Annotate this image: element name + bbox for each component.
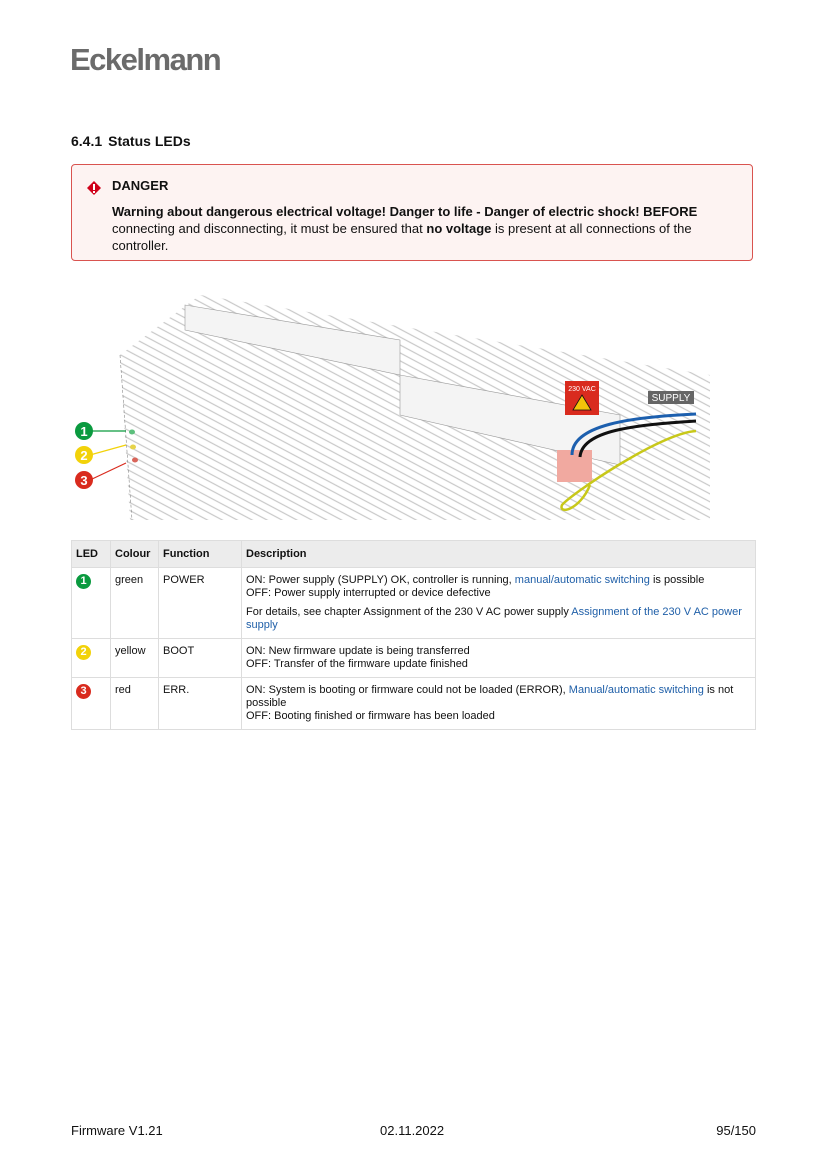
- table-row: [72, 639, 756, 678]
- desc-text: ON: System is booting or firmware could not be loaded (ERROR),: [246, 684, 569, 696]
- led-red: [132, 458, 138, 463]
- link-assignment-230v[interactable]: Assignment of the 230 V AC power supply: [246, 606, 742, 631]
- marker-3-text: 3: [80, 473, 88, 488]
- desc-text: is not possible: [246, 684, 734, 709]
- colour-cell: green: [111, 568, 159, 639]
- led-status-table: [71, 540, 756, 730]
- footer-version: Firmware V1.21: [71, 1123, 163, 1138]
- led-badge-1: 1: [76, 574, 91, 589]
- col-description: Description: [242, 541, 756, 568]
- led-yellow: [130, 445, 136, 450]
- supply-label: SUPPLY: [651, 393, 691, 404]
- table-row: [72, 568, 756, 639]
- colour-cell: yellow: [111, 639, 159, 678]
- danger-text-1: connecting and disconnecting, it must be ensured that: [112, 221, 427, 236]
- link-manual-automatic-switching[interactable]: Manual/automatic switching: [568, 684, 704, 696]
- eckelmann-logo: Eckelmann: [70, 42, 221, 77]
- table-row: [72, 678, 756, 730]
- danger-notice: [71, 164, 753, 261]
- led-badge-3: 3: [76, 684, 91, 699]
- function-cell: POWER: [159, 568, 242, 639]
- table-header-row: [72, 541, 756, 568]
- description-cell: [242, 678, 756, 730]
- voltage-label: 230 VAC: [568, 386, 596, 393]
- footer-date: 02.11.2022: [380, 1123, 445, 1138]
- desc-text: OFF: Power supply interrupted or device defective: [246, 587, 491, 599]
- section-heading: [71, 133, 197, 149]
- marker-1-text: 1: [80, 424, 88, 439]
- desc-text: ON: New firmware update is being transferred: [246, 645, 470, 657]
- colour-cell: red: [111, 678, 159, 730]
- desc-text: ON: Power supply (SUPPLY) OK, controller is running,: [246, 574, 515, 586]
- description-cell: [242, 639, 756, 678]
- footer-page-number: 95/150: [716, 1123, 756, 1138]
- danger-bold: Warning about dangerous electrical voltage! Danger to life - Danger of electric shock! BEFORE: [112, 204, 698, 219]
- col-led: LED: [72, 541, 111, 568]
- section-number: 6.4.1: [71, 133, 103, 149]
- danger-title: DANGER: [112, 178, 169, 193]
- marker-2-text: 2: [80, 448, 88, 463]
- desc-text: OFF: Booting finished or firmware has been loaded: [246, 710, 495, 722]
- led-green: [129, 430, 135, 435]
- section-title: Status LEDs: [108, 133, 191, 149]
- danger-text-2: is present at all connections of the controller.: [112, 221, 692, 253]
- desc-text: is possible: [649, 574, 705, 586]
- function-cell: ERR.: [159, 678, 242, 730]
- desc-text: OFF: Transfer of the firmware update finished: [246, 658, 468, 670]
- danger-bold-2: no voltage: [426, 221, 492, 236]
- link-manual-automatic-switching[interactable]: manual/automatic switching: [514, 574, 650, 586]
- description-cell: [242, 568, 756, 639]
- col-colour: Colour: [111, 541, 159, 568]
- led-badge-2: 2: [76, 645, 91, 660]
- danger-icon: [86, 180, 102, 196]
- danger-text: [112, 203, 742, 254]
- function-cell: BOOT: [159, 639, 242, 678]
- col-function: Function: [159, 541, 242, 568]
- controller-illustration: [70, 285, 710, 520]
- desc-text: For details, see chapter Assignment of the 230 V AC power supply: [246, 606, 572, 618]
